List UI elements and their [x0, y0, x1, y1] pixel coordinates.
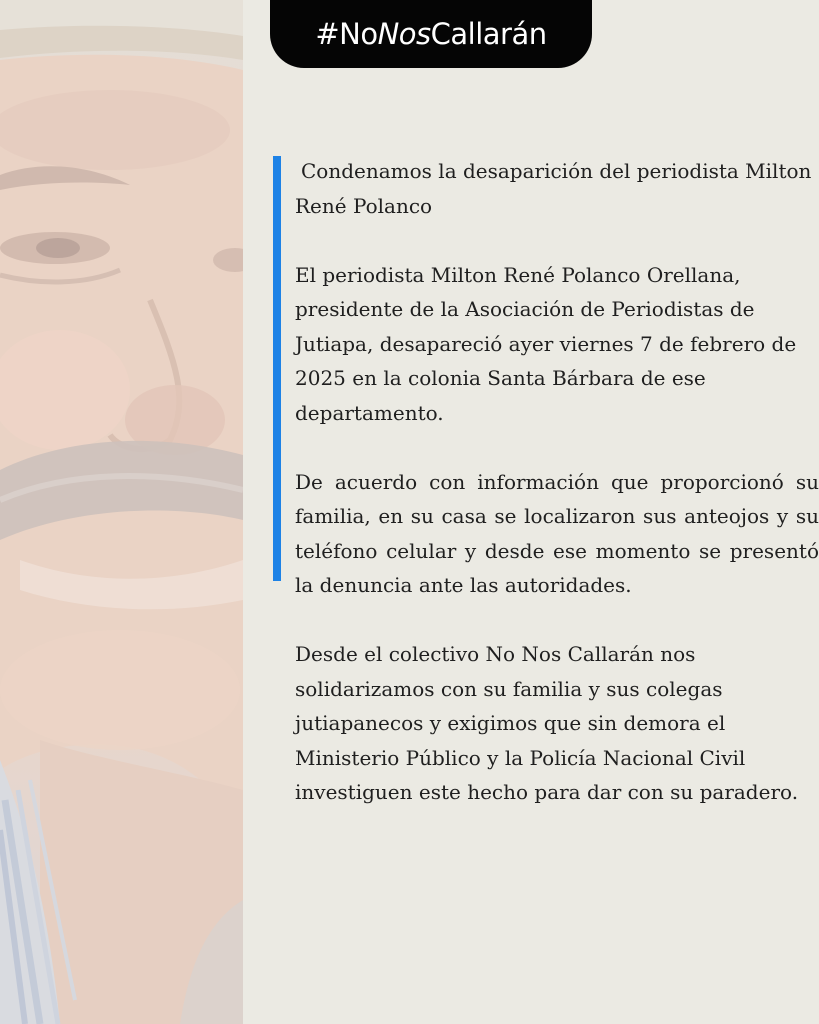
- hashtag-banner: [270, 0, 592, 68]
- article-paragraph-1: El periodista Milton René Polanco Orellana, presidente de la Asociación de Periodistas de Jutiapa, desapareció ayer viernes 7 de febrero de 2025 en la colonia Santa Bárbara de ese departamento.: [295, 262, 797, 425]
- faded-portrait-image: [0, 0, 243, 1024]
- hashtag-prefix: #No: [315, 17, 378, 51]
- hashtag-label: [315, 17, 546, 51]
- hashtag-suffix: Callarán: [430, 17, 547, 51]
- article-body: [295, 154, 819, 844]
- hashtag-italic: Nos: [377, 17, 431, 51]
- accent-bar: [273, 156, 281, 581]
- journalist-photo: [0, 0, 243, 1024]
- article-paragraph-3: Desde el colectivo No Nos Callarán nos solidarizamos con su familia y sus colegas jutiapanecos y exigimos que sin demora el Ministerio Público y la Policía Nacional Civil investiguen este hecho para dar con su paradero.: [295, 642, 799, 804]
- article-headline: Condenamos la desaparición del periodista Milton René Polanco: [295, 159, 812, 218]
- article-paragraph-2: De acuerdo con información que proporcionó su familia, en su casa se localizaron sus anteojos y su teléfono celular y desde ese momento se presentó la denuncia ante las autoridades.: [295, 469, 819, 597]
